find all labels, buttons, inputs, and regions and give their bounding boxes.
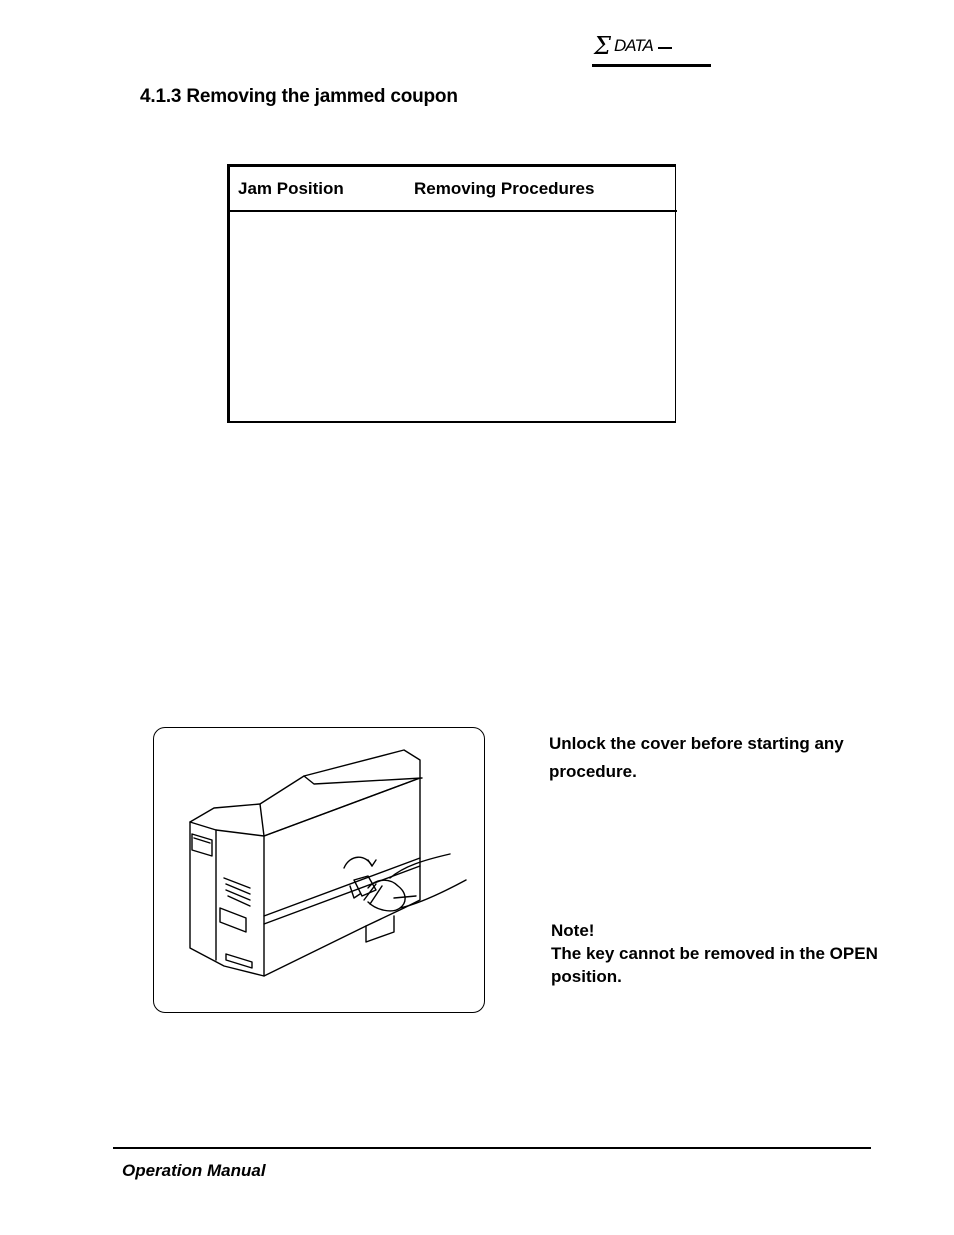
brand-logo bbox=[592, 30, 712, 70]
instruction-text: Unlock the cover before starting any procedure. bbox=[549, 734, 844, 781]
figure-frame bbox=[153, 727, 485, 1013]
note-heading: Note! bbox=[551, 921, 595, 940]
logo-dash bbox=[658, 47, 672, 49]
table-header-rule bbox=[230, 210, 677, 212]
logo-text: DATA bbox=[614, 36, 653, 55]
logo-underline bbox=[592, 64, 711, 67]
column-header-removing-procedures: Removing Procedures bbox=[414, 179, 595, 198]
sigma-icon: Σ bbox=[594, 32, 611, 60]
section-title: 4.1.3 Removing the jammed coupon bbox=[140, 86, 458, 107]
jam-table bbox=[227, 164, 676, 423]
note-body: The key cannot be removed in the OPEN position. bbox=[551, 944, 878, 986]
footer-title: Operation Manual bbox=[122, 1161, 266, 1180]
note-block bbox=[551, 919, 881, 988]
printer-key-unlock-illustration bbox=[154, 728, 486, 1014]
footer-rule bbox=[113, 1147, 871, 1149]
column-header-jam-position: Jam Position bbox=[238, 179, 344, 198]
